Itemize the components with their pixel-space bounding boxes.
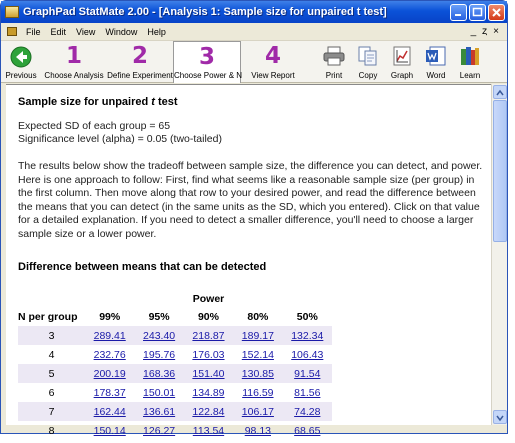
difference-link[interactable]: 113.54 — [192, 424, 225, 437]
mdi-restore-button[interactable]: ȥ — [482, 26, 488, 37]
table-row — [18, 421, 332, 440]
difference-link[interactable]: 81.56 — [294, 386, 321, 399]
table-row — [18, 326, 332, 345]
difference-link[interactable]: 122.84 — [192, 405, 225, 418]
alpha-line: Significance level (alpha) = 0.05 (two-tailed) — [18, 133, 222, 145]
close-icon — [493, 9, 500, 16]
mdi-close-button[interactable]: × — [493, 26, 499, 37]
print-label: Print — [325, 71, 343, 80]
difference-link[interactable]: 106.17 — [241, 405, 274, 418]
table-row — [18, 383, 332, 402]
step-define-experiment-button[interactable] — [107, 41, 173, 83]
back-arrow-icon — [10, 46, 32, 68]
document-icon[interactable] — [7, 27, 17, 36]
menu-window[interactable]: Window — [105, 26, 138, 37]
n-per-group-header: N per group — [18, 311, 78, 323]
table-row — [18, 345, 332, 364]
power-column-header: 80% — [247, 311, 269, 323]
report-heading — [18, 96, 178, 108]
difference-link[interactable]: 243.40 — [143, 329, 176, 342]
step-3-label: Choose Power & N — [174, 71, 243, 80]
n-cell: 4 — [48, 348, 55, 361]
power-header: Power — [192, 293, 225, 305]
menu-edit[interactable]: Edit — [50, 26, 67, 37]
word-button[interactable] — [419, 41, 453, 83]
maximize-icon — [474, 8, 482, 15]
difference-link[interactable]: 195.76 — [143, 348, 176, 361]
difference-link[interactable]: 200.19 — [93, 367, 126, 380]
step-4-label: View Report — [251, 71, 295, 80]
difference-link[interactable]: 232.76 — [93, 348, 126, 361]
chevron-up-icon — [494, 87, 506, 99]
menu-file[interactable]: File — [26, 26, 41, 37]
difference-link[interactable]: 150.14 — [93, 424, 126, 437]
difference-link[interactable]: 126.27 — [143, 424, 176, 437]
chevron-down-icon — [494, 412, 506, 424]
menu-bar — [1, 23, 507, 41]
difference-link[interactable]: 98.13 — [244, 424, 271, 437]
step-1-number: 1 — [65, 43, 82, 69]
power-column-header: 90% — [197, 311, 219, 323]
step-2-label: Define Experiment — [107, 71, 173, 80]
difference-link[interactable]: 68.65 — [294, 424, 321, 437]
n-cell: 5 — [18, 364, 85, 383]
table-row — [18, 364, 332, 383]
title-bar — [1, 1, 507, 23]
difference-link[interactable]: 136.61 — [143, 405, 176, 418]
mdi-controls — [471, 26, 499, 37]
learn-label: Learn — [459, 71, 481, 80]
copy-icon — [357, 46, 379, 66]
difference-link[interactable]: 162.44 — [93, 405, 126, 418]
step-1-label: Choose Analysis — [44, 71, 104, 80]
step-3-number: 3 — [198, 44, 215, 70]
difference-link[interactable]: 289.41 — [93, 329, 126, 342]
graph-button[interactable] — [385, 41, 419, 83]
close-button[interactable] — [488, 4, 505, 21]
sd-line: Expected SD of each group = 65 — [18, 120, 171, 132]
minimize-icon — [455, 14, 461, 16]
difference-link[interactable]: 151.40 — [192, 367, 225, 380]
difference-link[interactable]: 168.36 — [143, 367, 176, 380]
report-heading-t: t — [151, 96, 155, 108]
previous-label: Previous — [5, 71, 37, 80]
learn-button[interactable] — [453, 41, 487, 83]
difference-link[interactable]: 176.03 — [192, 348, 225, 361]
difference-link[interactable]: 152.14 — [241, 348, 274, 361]
difference-link[interactable]: 74.28 — [294, 405, 321, 418]
difference-link[interactable]: 91.54 — [294, 367, 321, 380]
graph-label: Graph — [390, 71, 414, 80]
n-cell: 8 — [48, 424, 55, 437]
vertical-scrollbar[interactable] — [491, 84, 507, 425]
difference-link[interactable]: 218.87 — [192, 329, 225, 342]
results-table — [18, 290, 332, 440]
step-view-report-button[interactable] — [241, 41, 305, 83]
step-2-number: 2 — [131, 43, 148, 69]
copy-button[interactable] — [351, 41, 385, 83]
menu-help[interactable]: Help — [147, 26, 166, 37]
word-icon — [425, 46, 447, 66]
explanation-text: The results below show the tradeoff between sample size, the difference you can detect, and power. Here is one approach to follow: First, find what seems like a reasonable sample size (per group) in the first column. Then move along that row to your desired power, and read the difference between the means that you can detect (in the same units as the SD, which you entered). Click on that value for a detailed explanation. If you need to detect a smaller difference, you'll need to choose a larger sample size or a lower power. — [18, 160, 483, 240]
print-button[interactable] — [317, 41, 351, 83]
mdi-minimize-button[interactable]: _ — [470, 26, 477, 37]
n-cell: 6 — [48, 386, 55, 399]
n-cell: 3 — [18, 326, 85, 345]
difference-link[interactable]: 150.01 — [143, 386, 176, 399]
difference-link[interactable]: 132.34 — [291, 329, 324, 342]
difference-link[interactable]: 189.17 — [241, 329, 274, 342]
report-heading-suffix: test — [154, 96, 178, 108]
table-row — [18, 402, 332, 421]
minimize-button[interactable] — [450, 4, 467, 21]
report-heading-prefix: Sample size for unpaired — [18, 96, 152, 108]
step-4-number: 4 — [264, 43, 281, 69]
power-column-header: 99% — [99, 311, 121, 323]
window-title: GraphPad StatMate 2.00 - [Analysis 1: Sample size for unpaired t test] — [23, 6, 387, 18]
n-cell: 7 — [18, 402, 85, 421]
difference-link[interactable]: 178.37 — [93, 386, 126, 399]
scroll-thumb[interactable] — [493, 100, 507, 242]
report-pane — [6, 84, 491, 437]
difference-link[interactable]: 106.43 — [291, 348, 324, 361]
power-column-header: 50% — [296, 311, 318, 323]
scroll-up-button[interactable] — [493, 85, 507, 99]
difference-link[interactable]: 116.59 — [242, 386, 274, 399]
difference-link[interactable]: 134.89 — [192, 386, 225, 399]
app-icon — [5, 6, 19, 18]
step-choose-analysis-button[interactable] — [41, 41, 107, 83]
previous-button[interactable] — [1, 41, 41, 83]
graph-icon — [391, 46, 413, 66]
step-choose-power-button[interactable] — [173, 41, 241, 83]
printer-icon — [323, 46, 345, 66]
maximize-button[interactable] — [469, 4, 486, 21]
copy-label: Copy — [358, 71, 378, 80]
word-label: Word — [426, 71, 446, 80]
scroll-down-button[interactable] — [493, 410, 507, 424]
table-heading: Difference between means that can be detected — [18, 261, 267, 273]
power-column-header: 95% — [148, 311, 170, 323]
toolbar — [1, 41, 507, 83]
difference-link[interactable]: 130.85 — [241, 367, 274, 380]
books-icon — [459, 46, 481, 66]
menu-view[interactable]: View — [76, 26, 96, 37]
